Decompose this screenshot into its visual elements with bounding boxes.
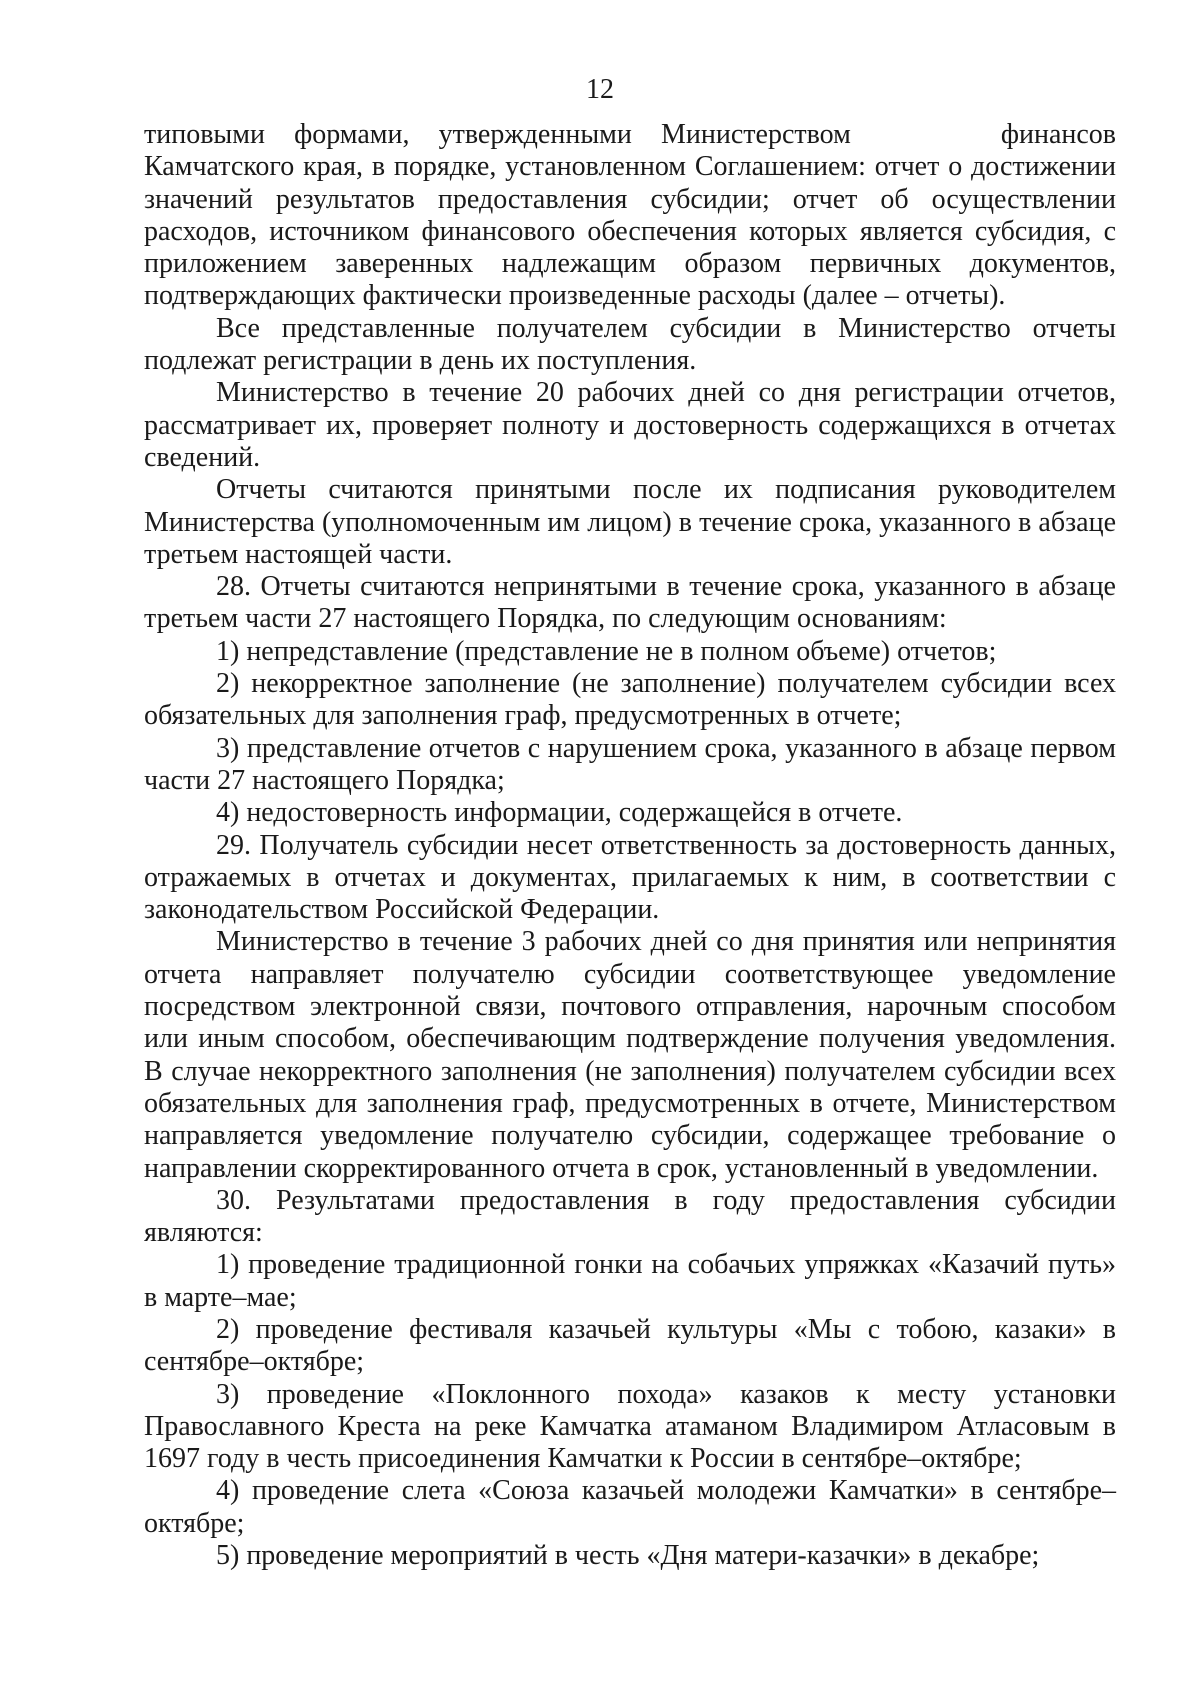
- list-item-30-2: 2) проведение фестиваля казачьей культуры «Мы с тобою, казаки» в сентябре–октябре;: [144, 1313, 1116, 1378]
- paragraph-section-30: 30. Результатами предоставления в году предоставления субсидии являются:: [144, 1184, 1116, 1249]
- paragraph-reports-registration: Все представленные получателем субсидии в Министерство отчеты подлежат регистрации в день их поступления.: [144, 312, 1116, 377]
- list-item-28-4: 4) недостоверность информации, содержащейся в отчете.: [216, 797, 903, 829]
- paragraph-reports-forms: [144, 119, 1116, 313]
- paragraph-reports-review: Министерство в течение 20 рабочих дней со дня регистрации отчетов, рассматривает их, проверяет полноту и достоверность содержащихся в отчетах сведений.: [144, 377, 1116, 473]
- list-item-30-3: 3) проведение «Поклонного похода» казаков к месту установки Православного Креста на реке Камчатка атаманом Владимиром Атласовым в 1697 году в честь присоединения Камчатки к России в сентябре–октябре;: [144, 1378, 1116, 1475]
- paragraph-notification: Министерство в течение 3 рабочих дней со дня принятия или непринятия отчета направляет получателю субсидии соответствующее уведомление посредством электронной связи, почтового отправления, нарочным способом или иным способом, обеспечивающим подтверждение получения уведомления. В случае некорректного заполнения (не заполнения) получателем субсидии всех обязательных для заполнения граф, предусмотренных в отчете, Министерством направляется уведомление получателю субсидии, содержащее требование о направлении скорректированного отчета в срок, установленный в уведомлении.: [144, 926, 1116, 1184]
- page-number: 12: [586, 74, 614, 105]
- list-item-28-1: 1) непредставление (представление не в полном объеме) отчетов;: [216, 635, 997, 667]
- list-item-30-1: 1) проведение традиционной гонки на собачьих упряжках «Казачий путь» в марте–мае;: [144, 1249, 1116, 1313]
- paragraph-reports-accepted: Отчеты считаются принятыми после их подписания руководителем Министерства (уполномоченным им лицом) в течение срока, указанного в абзаце третьем настоящей части.: [144, 474, 1116, 570]
- paragraph-text-part: типовыми формами, утвержденными Министерством: [144, 119, 851, 150]
- list-item-30-4: 4) проведение слета «Союза казачьей молодежи Камчатки» в сентябре–октябре;: [144, 1475, 1116, 1539]
- list-item-28-2: 2) некорректное заполнение (не заполнение) получателем субсидии всех обязательных для заполнения граф, предусмотренных в отчете;: [144, 668, 1116, 732]
- paragraph-section-28: 28. Отчеты считаются непринятыми в течение срока, указанного в абзаце третьем части 27 настоящего Порядка, по следующим основаниям:: [144, 571, 1116, 635]
- document-body: [144, 119, 1116, 1572]
- paragraph-section-29: 29. Получатель субсидии несет ответственность за достоверность данных, отражаемых в отчетах и документах, прилагаемых к ним, в соответствии с законодательством Российской Федерации.: [144, 829, 1116, 926]
- list-item-28-3: 3) представление отчетов с нарушением срока, указанного в абзаце первом части 27 настоящего Порядка;: [144, 732, 1116, 796]
- list-item-30-5: 5) проведение мероприятий в честь «Дня матери-казачки» в декабре;: [216, 1540, 1040, 1572]
- paragraph-text-part: финансов Камчатского края, в порядке, установленном Соглашением: отчет о достижении значений результатов предоставления субсидии; отчет об осуществлении расходов, источником финансового обеспечения которых является субсидия, с приложением заверенных надлежащим образом первичных документов, подтверждающих фактически произведенные расходы (далее – отчеты).: [144, 119, 1116, 312]
